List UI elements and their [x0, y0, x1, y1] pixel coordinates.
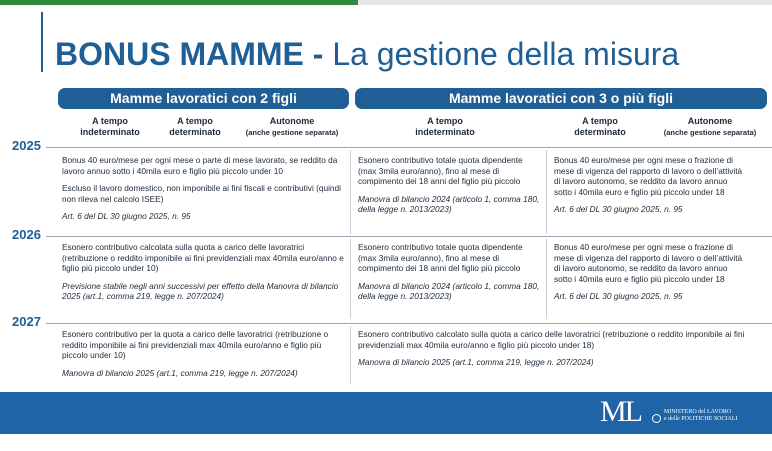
year-rule-2025	[46, 147, 772, 148]
column-header-indeterminato-3	[400, 116, 490, 138]
cell-text: Bonus 40 euro/mese per ogni mese o frazione di mese di vigenza del rapporto di lavoro o dell’attività di lavoro autonomo, se reddito da lavoro annuo sotto i 40mila euro e figlio più piccolo under 18	[554, 155, 743, 197]
year-rule-2027	[46, 323, 772, 324]
cell-text: Bonus 40 euro/mese per ogni mese o parte di mese lavorato, se reddito da lavoro annuo sotto i 40mila euro e figlio più piccolo under 10	[62, 155, 338, 176]
title-main: BONUS MAMME	[55, 36, 304, 72]
cell-text: Escluso il lavoro domestico, non imponibile ai fini fiscali e contributivi (quindi non rileva nel calcolo ISEE)	[62, 183, 341, 204]
column-separator	[546, 239, 547, 319]
group-header-three-children: Mamme lavoratici con 3 o più figli	[355, 88, 767, 109]
page-title	[55, 38, 679, 70]
year-rule-2026	[46, 236, 772, 237]
cell-text: Bonus 40 euro/mese per ogni mese o frazione di mese di vigenza del rapporto di lavoro o dell’attività di lavoro autonomo, se reddito da lavoro annuo sotto i 40mila euro e figlio più piccolo under 18	[554, 242, 743, 284]
column-header-autonome-3	[652, 116, 768, 138]
column-header-line1: A tempo	[92, 116, 128, 126]
year-label-2027: 2027	[12, 314, 41, 329]
top-accent-bar	[0, 0, 358, 5]
ministry-line1: MINISTERO del LAVORO	[664, 409, 732, 415]
column-header-line2: (anche gestione separata)	[245, 128, 339, 137]
column-header-line2: indeterminato	[415, 127, 475, 137]
top-accent-bar-grey	[358, 0, 772, 5]
column-header-determinato	[155, 116, 235, 138]
cell-2027-two-children	[62, 329, 344, 385]
cell-2026-three-children-employees	[358, 242, 540, 309]
group-header-two-children: Mamme lavoratici con 2 figli	[58, 88, 349, 109]
ministry-logo-text	[664, 409, 738, 423]
title-subtitle: La gestione della misura	[332, 36, 680, 72]
cell-reference: Art. 6 del DL 30 giugno 2025, n. 95	[554, 204, 683, 214]
ministry-logo-letters: ML	[600, 395, 641, 428]
cell-reference: Previsione stabile negli anni successivi per effetto della Manovra di bilancio 2025 (art.1, comma 219, legge n. 207/2024)	[62, 280, 339, 301]
cell-2027-three-children	[358, 329, 748, 375]
cell-text: Esonero contributivo per la quota a carico delle lavoratrici (retribuzione o reddito imponibile ai fini previdenziali max 40mila euro/anno e figlio più piccolo under 10)	[62, 329, 329, 360]
year-label-2025: 2025	[12, 138, 41, 153]
cell-reference: Art. 6 del DL 30 giugno 2025, n. 95	[554, 291, 683, 301]
title-dash: -	[312, 36, 324, 72]
footer-bar	[0, 392, 772, 434]
column-header-line1: Autonome	[687, 116, 733, 126]
column-header-line1: A tempo	[582, 116, 618, 126]
column-separator	[350, 326, 351, 384]
cell-text: Esonero contributivo totale quota dipendente (max 3mila euro/anno), fino al mese di compimento dei 18 anni del figlio più piccolo	[358, 242, 523, 273]
column-header-line1: A tempo	[427, 116, 463, 126]
ministry-line2: e delle POLITICHE SOCIALI	[664, 416, 738, 422]
cell-reference: Manovra di bilancio 2025 (art.1, comma 219, legge n. 207/2024)	[358, 357, 594, 367]
year-label-2026: 2026	[12, 227, 41, 242]
column-header-line2: indeterminato	[80, 127, 140, 137]
column-header-line2: determinato	[574, 127, 626, 137]
column-header-determinato-3	[555, 116, 645, 138]
cell-text: Esonero contributivo calcolato sulla quota a carico delle lavoratrici (retribuzione o reddito imponibile ai fini previdenziali max 40mila euro/anno e figlio più piccolo under 18)	[358, 329, 745, 350]
emblem-icon	[652, 414, 661, 423]
cell-text: Esonero contributivo totale quota dipendente (max 3mila euro/anno), fino al mese di compimento dei 18 anni del figlio più piccolo	[358, 155, 523, 186]
cell-2026-three-children-autonome	[554, 242, 744, 309]
cell-2025-three-children-employees	[358, 155, 540, 222]
column-header-autonome	[238, 116, 346, 138]
title-rule	[41, 12, 43, 72]
column-header-line1: A tempo	[177, 116, 213, 126]
column-header-indeterminato	[70, 116, 150, 138]
column-header-line1: Autonome	[269, 116, 315, 126]
cell-2025-three-children-autonome	[554, 155, 744, 222]
cell-reference: Art. 6 del DL 30 giugno 2025, n. 95	[62, 211, 191, 221]
column-separator	[546, 150, 547, 234]
cell-reference: Manovra di bilancio 2024 (articolo 1, comma 180, della legge n. 2013/2023)	[358, 280, 540, 301]
column-header-line2: determinato	[169, 127, 221, 137]
cell-2026-two-children	[62, 242, 344, 309]
column-header-line2: (anche gestione separata)	[663, 128, 757, 137]
column-separator	[350, 239, 351, 319]
column-separator	[350, 150, 351, 234]
cell-2025-two-children	[62, 155, 344, 229]
cell-text: Esonero contributivo calcolata sulla quota a carico delle lavoratrici (retribuzione o reddito imponibile ai fini previdenziali max 40mila euro/anno e figlio più piccolo under 10)	[62, 242, 344, 273]
cell-reference: Manovra di bilancio 2025 (art.1, comma 219, legge n. 207/2024)	[62, 367, 298, 378]
cell-reference: Manovra di bilancio 2024 (articolo 1, comma 180, della legge n. 2013/2023)	[358, 193, 540, 214]
